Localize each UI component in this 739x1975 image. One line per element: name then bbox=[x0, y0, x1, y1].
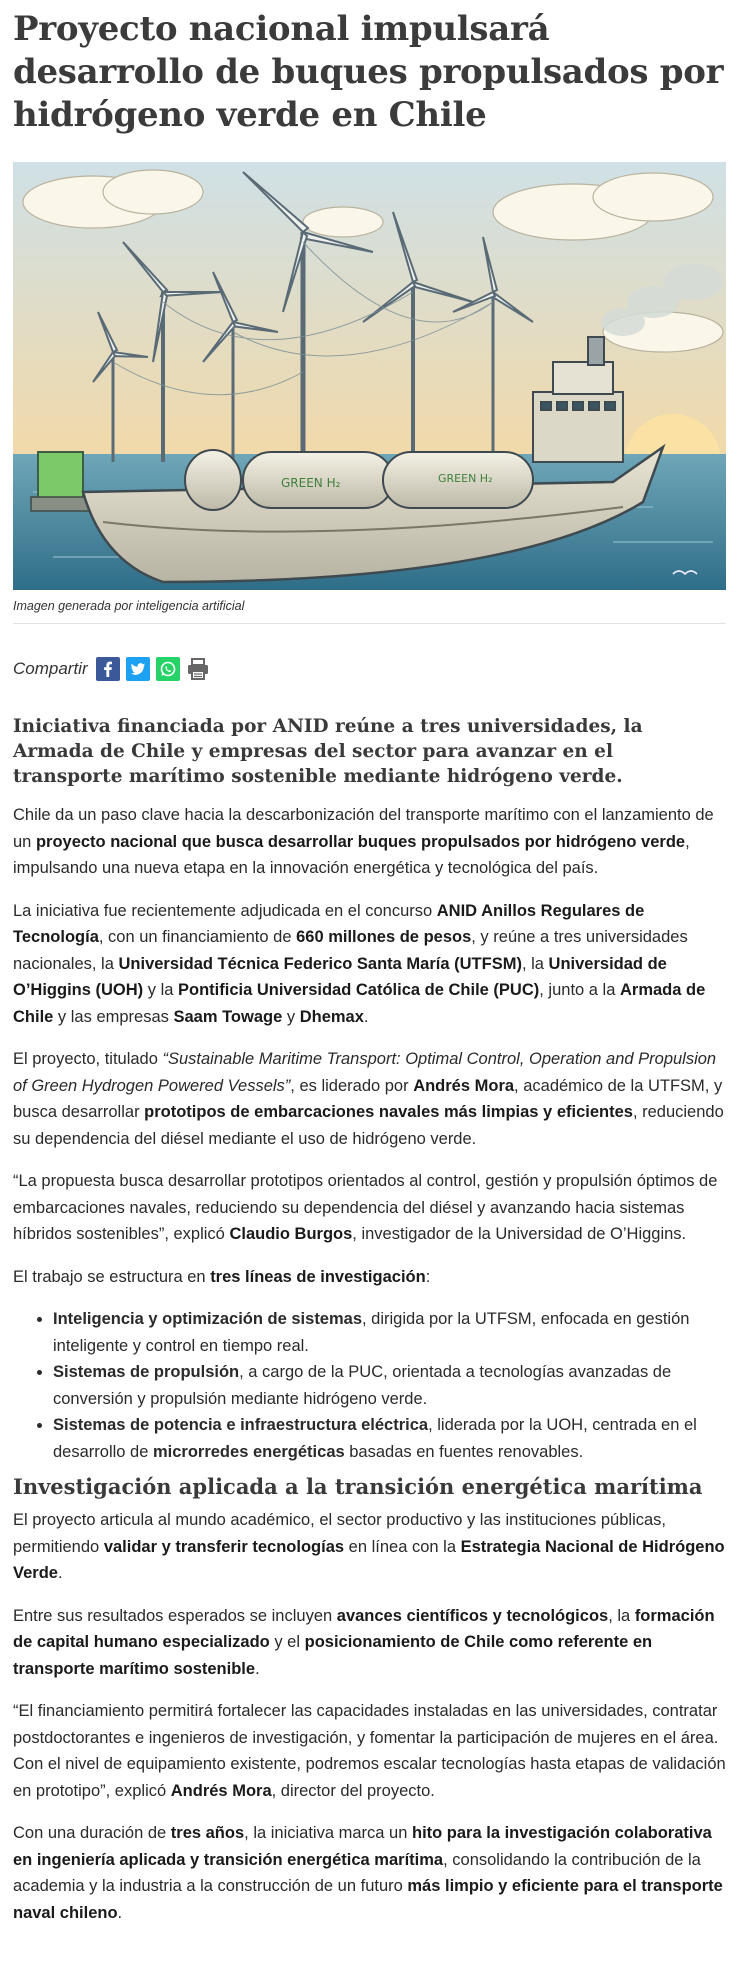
section-heading: Investigación aplicada a la transición energética marítima bbox=[13, 1474, 703, 1499]
tank-label-1: GREEN H₂ bbox=[281, 476, 341, 490]
text: Chile da un paso clave hacia la descarbonización del transporte marítimo con el lanzamiento de un bbox=[13, 806, 714, 851]
text: . bbox=[255, 1659, 260, 1678]
text: , liderada por la UOH, centrada en el desarrollo de bbox=[53, 1416, 697, 1461]
quote-text: “El financiamiento permitirá fortalecer las capacidades instaladas en las universidades, contratar postdoctorantes e ingenieros de investigación, y fomentar la participación de mujeres en el área. Con el nivel de equipamiento existente, podremos escalar tecnologías hasta etapas de validación en prototipo”, explicó bbox=[13, 1702, 726, 1800]
paragraph-2 bbox=[13, 898, 726, 1031]
print-icon[interactable] bbox=[186, 657, 210, 681]
text: y la bbox=[143, 981, 179, 999]
text: , consolidando la contribución de la academia y la industria a la construcción de un futuro bbox=[13, 1850, 701, 1895]
bold-text: ANID Anillos Regulares de Tecnología bbox=[13, 901, 645, 946]
bold-text: Andrés Mora bbox=[413, 1076, 515, 1095]
text: basadas en fuentes renovables. bbox=[344, 1442, 584, 1461]
text: , la iniciativa marca un bbox=[244, 1824, 412, 1842]
bold-text: tres años bbox=[170, 1824, 245, 1842]
text: , impulsando una nueva etapa en la innovación energética y tecnológica del país. bbox=[13, 832, 690, 877]
quote-text: “La propuesta busca desarrollar prototipos orientados al control, gestión y propulsión óptimos de embarcaciones navales, reduciendo su dependencia del diésel y avanzando hacia sistemas híbridos sostenibles”, explicó bbox=[13, 1172, 718, 1243]
twitter-icon[interactable] bbox=[126, 657, 150, 681]
text: , dirigida por la UTFSM, enfocada en gestión inteligente y control en tiempo real. bbox=[53, 1310, 690, 1355]
bold-text: 660 millones de pesos bbox=[296, 928, 472, 946]
text: El proyecto, titulado bbox=[13, 1050, 163, 1068]
text: Con una duración de bbox=[13, 1824, 171, 1842]
bold-text: Inteligencia y optimización de sistemas bbox=[53, 1310, 363, 1328]
bold-text: Sistemas de propulsión bbox=[53, 1363, 240, 1381]
list-item bbox=[53, 1359, 726, 1412]
text: La iniciativa fue recientemente adjudicada en el concurso bbox=[13, 901, 437, 920]
research-lines-list bbox=[53, 1306, 726, 1465]
bold-text: Armada de Chile bbox=[13, 981, 706, 1026]
bold-text: proyecto nacional que busca desarrollar buques propulsados por hidrógeno verde bbox=[35, 832, 686, 851]
hero-caption: Imagen generada por inteligencia artificial bbox=[13, 599, 726, 624]
tank-label-2: GREEN H₂ bbox=[438, 472, 493, 485]
text: , a cargo de la PUC, orientada a tecnologías avanzadas de conversión y propulsión mediante hidrógeno verde. bbox=[53, 1363, 672, 1408]
share-label: Compartir bbox=[13, 659, 88, 678]
text: , es liderado por bbox=[290, 1076, 414, 1095]
bold-text: más limpio y eficiente para el transporte naval chileno bbox=[13, 1877, 723, 1922]
bold-text: Estrategia Nacional de Hidrógeno Verde bbox=[13, 1537, 725, 1582]
bold-text: Claudio Burgos bbox=[229, 1225, 353, 1243]
text: El trabajo se estructura en bbox=[13, 1267, 211, 1286]
paragraph-7 bbox=[13, 1603, 726, 1683]
text: , director del proyecto. bbox=[271, 1781, 435, 1800]
bold-text: hito para la investigación colaborativa en ingeniería aplicada y transición energética marítima bbox=[13, 1824, 712, 1869]
bold-text: Dhemax bbox=[299, 1007, 364, 1026]
paragraph-8 bbox=[13, 1698, 726, 1804]
bold-text: posicionamiento de Chile como referente en transporte marítimo sostenible bbox=[13, 1633, 653, 1678]
text: . bbox=[363, 1007, 369, 1026]
bold-text: avances científicos y tecnológicos bbox=[336, 1606, 609, 1625]
article-title: Proyecto nacional impulsará desarrollo de buques propulsados por hidrógeno verde en Chile bbox=[13, 9, 724, 135]
text: , y reúne a tres universidades nacionales, la bbox=[13, 928, 688, 973]
text: , con un financiamiento de bbox=[98, 928, 297, 946]
text: . bbox=[57, 1564, 63, 1582]
bold-text: Sistemas de potencia e infraestructura eléctrica bbox=[53, 1416, 429, 1434]
text: en línea con la bbox=[344, 1537, 461, 1556]
text: y las empresas bbox=[53, 1007, 174, 1026]
paragraph-4 bbox=[13, 1168, 726, 1248]
text: y el bbox=[269, 1633, 305, 1651]
paragraph-1 bbox=[13, 802, 726, 882]
bold-text: Saam Towage bbox=[173, 1007, 283, 1026]
paragraph-5 bbox=[13, 1264, 726, 1291]
bold-text: prototipos de embarcaciones navales más limpias y eficientes bbox=[144, 1103, 633, 1121]
paragraph-3 bbox=[13, 1046, 726, 1152]
facebook-icon[interactable] bbox=[96, 657, 120, 681]
whatsapp-icon[interactable] bbox=[156, 657, 180, 681]
bold-text: Universidad de O’Higgins (UOH) bbox=[13, 954, 667, 999]
share-bar bbox=[13, 654, 726, 684]
paragraph-9 bbox=[13, 1820, 726, 1926]
article-lead: Iniciativa financiada por ANID reúne a tres universidades, la Armada de Chile y empresas del sector para avanzar en el transporte marítimo sostenible mediante hidrógeno verde. bbox=[13, 716, 643, 787]
list-item bbox=[53, 1306, 726, 1359]
hero-image bbox=[13, 162, 726, 590]
text: , académico de la UTFSM, y busca desarrollar bbox=[13, 1076, 723, 1121]
text: El proyecto articula al mundo académico, el sector productivo y las instituciones públicas, permitiendo bbox=[13, 1511, 666, 1556]
bold-text: Pontificia Universidad Católica de Chile (PUC) bbox=[178, 981, 540, 999]
text: , la bbox=[608, 1606, 635, 1625]
bold-text: Andrés Mora bbox=[170, 1781, 272, 1800]
bold-text: tres líneas de investigación bbox=[210, 1267, 426, 1286]
text: , investigador de la Universidad de O’Higgins. bbox=[352, 1225, 687, 1243]
text: , junto a la bbox=[539, 981, 620, 999]
bold-text: formación de capital humano especializado bbox=[13, 1606, 715, 1651]
bold-text: Universidad Técnica Federico Santa María (UTFSM) bbox=[118, 954, 522, 973]
bold-text: microrredes energéticas bbox=[152, 1442, 345, 1461]
text: : bbox=[425, 1267, 431, 1286]
bold-text: validar y transferir tecnologías bbox=[103, 1537, 345, 1556]
list-item bbox=[53, 1412, 726, 1465]
text: , la bbox=[521, 954, 549, 973]
text: . bbox=[117, 1903, 123, 1922]
text: , reduciendo su dependencia del diésel mediante el uso de hidrógeno verde. bbox=[13, 1103, 724, 1148]
text: Entre sus resultados esperados se incluyen bbox=[13, 1606, 337, 1625]
paragraph-6 bbox=[13, 1507, 726, 1587]
project-title: “Sustainable Maritime Transport: Optimal Control, Operation and Propulsion of Green Hydrogen Powered Vessels” bbox=[13, 1050, 717, 1095]
text: y bbox=[282, 1007, 300, 1026]
